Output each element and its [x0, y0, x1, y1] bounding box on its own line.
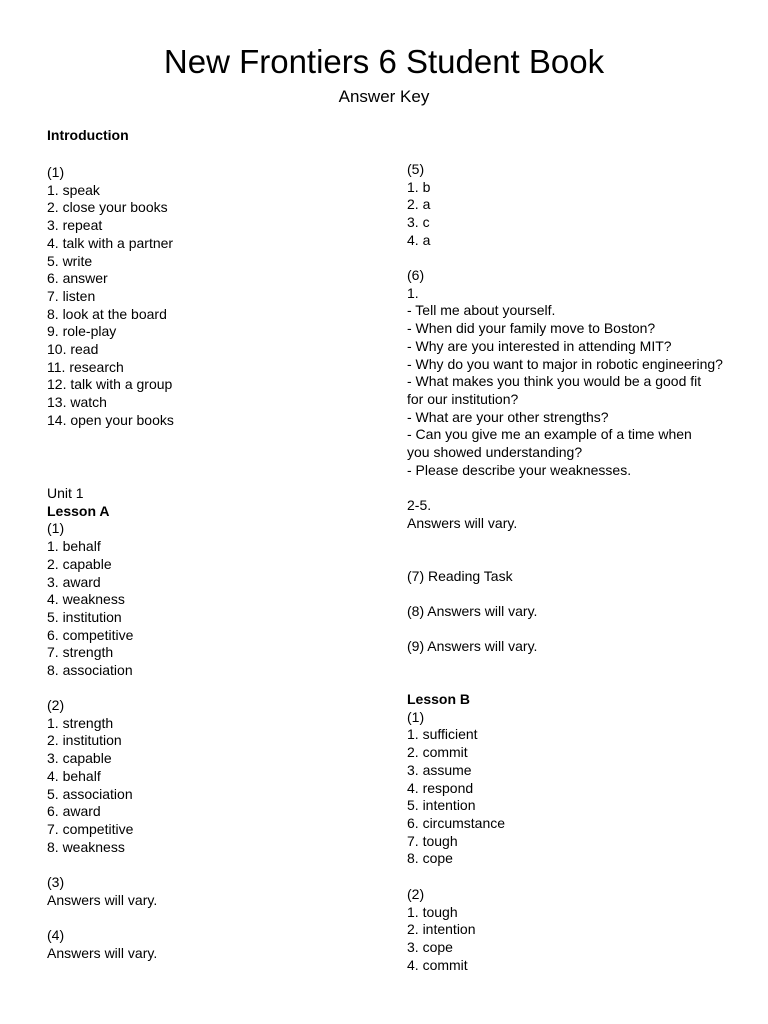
- answer-item: 2. a: [407, 196, 431, 213]
- answer-item: 6. circumstance: [407, 814, 506, 831]
- exercise-6: [407, 267, 762, 479]
- exercise-6-range: [407, 497, 762, 532]
- exercise-label: (4): [47, 927, 65, 943]
- answer-item: 4. weakness: [47, 591, 125, 608]
- answer-item: for our institution?: [407, 390, 519, 407]
- answer-item: - What are your other strengths?: [407, 408, 609, 425]
- unit-1-section: [47, 485, 377, 680]
- answer-item: 3. capable: [47, 750, 112, 767]
- answer-item: 1.: [407, 284, 419, 301]
- answer-item: 1. speak: [47, 181, 100, 198]
- answer-item: 4. commit: [407, 956, 468, 973]
- lesson-a-exercise-2: [47, 697, 377, 856]
- answer-item: 7. competitive: [47, 820, 134, 837]
- answer-item: you showed understanding?: [407, 444, 583, 461]
- answer-item: - Why do you want to major in robotic engineering?: [407, 355, 723, 372]
- intro-exercise-1: [47, 164, 377, 430]
- answer-item: - Can you give me an example of a time when: [407, 426, 692, 443]
- answer-item: 12. talk with a group: [47, 376, 173, 393]
- exercise-label: (2): [47, 697, 65, 713]
- answer-item: 9. role-play: [47, 323, 117, 340]
- exercise-label: (5): [407, 161, 425, 177]
- document-subtitle: Answer Key: [338, 87, 430, 106]
- answer-item: 3. repeat: [47, 217, 103, 234]
- answer-list: [47, 715, 377, 857]
- answer-list: [407, 179, 762, 250]
- exercise-label: (1): [407, 708, 425, 725]
- answer-item: 1. behalf: [47, 538, 101, 555]
- answer-item: 8. look at the board: [47, 305, 167, 322]
- answer-item: 3. assume: [407, 761, 472, 778]
- answer-item: - Why are you interested in attending MIT?: [407, 337, 672, 354]
- answer-list: [407, 285, 762, 480]
- answer-item: 7. strength: [47, 644, 114, 661]
- unit-label: Unit 1: [47, 485, 84, 501]
- answer-item: 2. institution: [47, 732, 122, 749]
- answer-item: 1. strength: [47, 714, 114, 731]
- exercise-7: [407, 568, 762, 586]
- answer-text: Answers will vary.: [407, 514, 518, 531]
- answer-item: 1. tough: [407, 903, 458, 920]
- answer-item: 5. association: [47, 785, 133, 802]
- answer-item: 4. behalf: [47, 767, 101, 784]
- answer-item: - Please describe your weaknesses.: [407, 461, 632, 478]
- exercise-8: [407, 603, 762, 621]
- exercise-label: (1): [47, 164, 65, 180]
- exercise-text: (9) Answers will vary.: [407, 638, 538, 654]
- answer-item: 8. association: [47, 662, 133, 679]
- lesson-a-exercise-4: [47, 927, 377, 962]
- answer-item: 11. research: [47, 358, 124, 375]
- answer-item: - What makes you think you would be a good fit: [407, 373, 702, 390]
- introduction-heading: Introduction: [47, 127, 129, 143]
- answer-item: 2. capable: [47, 555, 112, 572]
- lesson-b-heading: Lesson B: [407, 691, 471, 707]
- answer-item: 14. open your books: [47, 411, 174, 428]
- answer-item: 2. commit: [407, 744, 468, 761]
- answer-item: 6. award: [47, 803, 101, 820]
- answer-item: 1. sufficient: [407, 726, 478, 743]
- exercise-text: (7) Reading Task: [407, 568, 513, 584]
- answer-item: 3. cope: [407, 939, 453, 956]
- exercise-label: (2): [407, 886, 425, 902]
- exercise-label: (3): [47, 874, 65, 890]
- answer-item: 5. institution: [47, 608, 122, 625]
- introduction-section: [47, 127, 377, 145]
- lesson-a-exercise-3: [47, 874, 377, 909]
- answer-item: 4. talk with a partner: [47, 234, 174, 251]
- answer-item: 7. listen: [47, 287, 96, 304]
- answer-item: 2. intention: [407, 921, 476, 938]
- answer-item: 8. cope: [407, 850, 453, 867]
- answer-list: [47, 538, 377, 680]
- exercise-5: [407, 161, 762, 250]
- lesson-b-exercise-2: [407, 886, 762, 975]
- exercise-9: [407, 638, 762, 656]
- answer-item: 1. b: [407, 178, 431, 195]
- answer-item: 3. c: [407, 214, 430, 231]
- answer-item: 13. watch: [47, 394, 107, 411]
- document-title: New Frontiers 6 Student Book: [163, 43, 605, 80]
- answer-item: 5. intention: [407, 797, 476, 814]
- answer-item: 2. close your books: [47, 199, 168, 216]
- answer-item: - Tell me about yourself.: [407, 302, 556, 319]
- answer-item: 7. tough: [407, 832, 458, 849]
- exercise-label: (6): [407, 267, 425, 283]
- answer-list: [47, 182, 377, 430]
- answer-list: [407, 904, 762, 975]
- answer-list: [407, 726, 762, 868]
- lesson-a-heading: Lesson A: [47, 502, 110, 519]
- exercise-label: (1): [47, 520, 65, 537]
- answer-item: 8. weakness: [47, 838, 125, 855]
- lesson-b-section: [407, 691, 762, 868]
- answer-item: 4. a: [407, 231, 431, 248]
- answer-item: 6. competitive: [47, 626, 134, 643]
- exercise-text: (8) Answers will vary.: [407, 603, 538, 619]
- exercise-label: 2-5.: [407, 497, 432, 513]
- answer-item: 6. answer: [47, 270, 108, 287]
- answer-item: - When did your family move to Boston?: [407, 320, 656, 337]
- answer-item: 3. award: [47, 573, 101, 590]
- answer-item: 5. write: [47, 252, 93, 269]
- answer-text: Answers will vary.: [47, 891, 158, 908]
- answer-text: Answers will vary.: [47, 944, 158, 961]
- answer-item: 10. read: [47, 341, 99, 358]
- answer-item: 4. respond: [407, 779, 474, 796]
